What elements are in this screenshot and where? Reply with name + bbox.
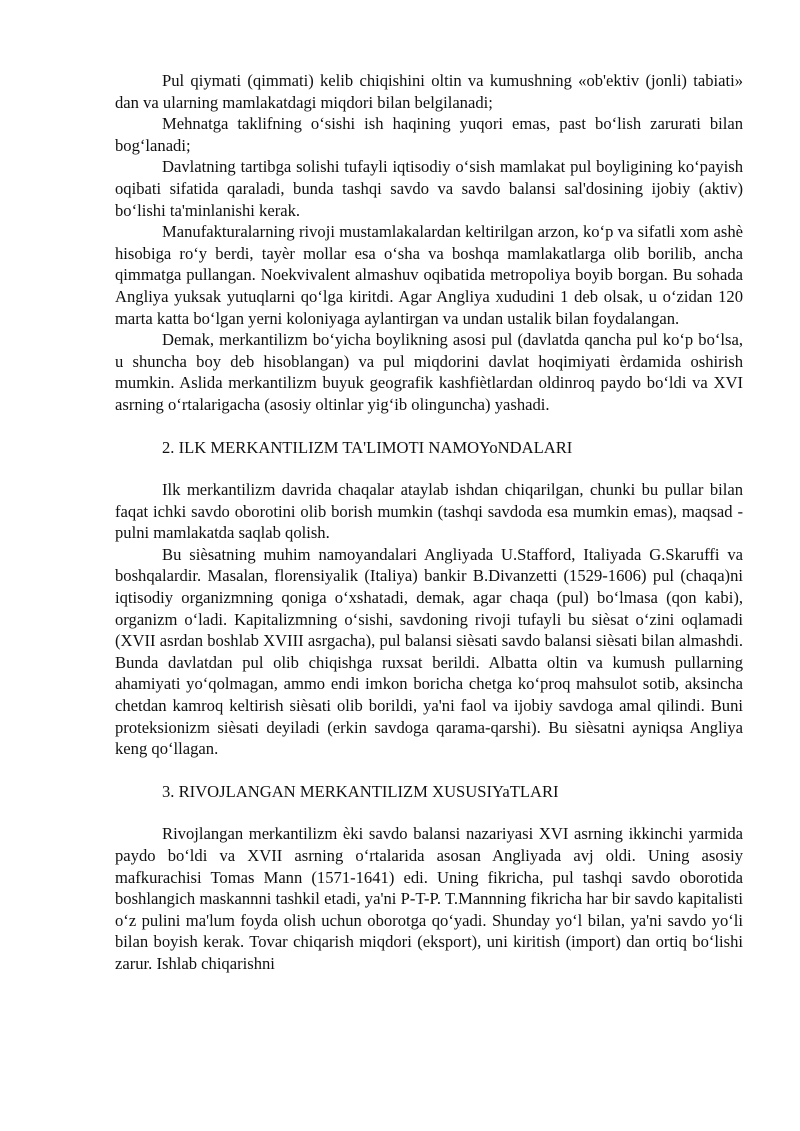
document-page	[115, 70, 743, 975]
section-heading-developed-mercantilism: 3. RIVOJLANGAN MERKANTILIZM XUSUSIYaTLARI	[162, 781, 559, 801]
paragraph-value-origin: Pul qiymati (qimmati) kelib chiqishini oltin va kumushning «ob'ektiv (jonli) tabiati» dan va ularning mamlakatdagi miqdori bilan belgilanadi;	[115, 71, 743, 112]
paragraph-mercantilism-summary: Demak, merkantilizm bo‘yicha boylikning asosi pul (davlatda qancha pul ko‘p bo‘lsa, u shuncha boy deb hisoblangan) va pul miqdorini davlat hoqimiyati èrdamida oshirish mumkin. Aslida merkantilizm buyuk geografik kashfiètlardan oldinroq paydo bo‘ldi va XVI asrning o‘rtalarigacha (asosiy oltinlar yig‘ib olinguncha) yashadi.	[115, 330, 743, 414]
spacer	[115, 802, 743, 823]
spacer	[115, 760, 743, 781]
spacer	[115, 458, 743, 479]
spacer	[115, 416, 743, 437]
paragraph-labor-supply: Mehnatga taklifning o‘sishi ish haqining yuqori emas, past bo‘lish zarurati bilan bog‘lanadi;	[115, 114, 743, 155]
paragraph-early-mercantilism: Ilk merkantilizm davrida chaqalar ataylab ishdan chiqarilgan, chunki bu pullar bilan faqat ichki savdo oborotini olib borish mumkin (tashqi savdoda esa mumkin emas), maqsad - pulni mamlakatda saqlab qolish.	[115, 480, 743, 543]
paragraph-representatives: Bu sièsatning muhim namoyandalari Angliyada U.Stafford, Italiyada G.Skaruffi va boshqalardir. Masalan, florensiyalik (Italiya) bankir B.Divanzetti (1529-1606) pul (chaqa)ni iqtisodiy organizmning qoniga o‘xshatadi, demak, agar chaqa (pul) bo‘lmasa (qon kabi), organizm o‘ladi. Kapitalizmning o‘sishi, savdoning rivoji tufayli bu sièsat o‘zini oqlamadi (XVII asrdan boshlab XVIII asrgacha), pul balansi sièsati savdo balansi sièsati bilan almashdi. Bunda davlatdan pul olib chiqishga ruxsat berildi. Albatta oltin va kumush pullarning ahamiyati yo‘qolmagan, ammo endi imkon boricha chetga ko‘proq mahsulot sotib, aksincha chetdan kamroq keltirish sièsati olib borildi, ya'ni faol va ijobiy savdoga amal qilindi. Buni proteksionizm sièsati deyiladi (erkin savdoga qarama-qarshi). Bu sièsatni ayniqsa Angliya keng qo‘llagan.	[115, 544, 743, 759]
paragraph-manufactures: Manufakturalarning rivoji mustamlakalardan keltirilgan arzon, ko‘p va sifatli xom ashè hisobiga ro‘y berdi, tayèr mollar esa o‘sha va boshqa mamlakatlarga olib borilib, ancha qimmatga pullangan. Noekvivalent almashuv oqibatida metropoliya boyib borgan. Bu sohada Angliya yuksak yutuqlarni qo‘lga kiritdi. Agar Angliya xududini 1 deb olsak, u o‘zidan 120 marta katta bo‘lgan yerni koloniyaga aylantirgan va undan ustalik bilan foydalangan.	[115, 222, 743, 328]
paragraph-developed-mercantilism: Rivojlangan merkantilizm èki savdo balansi nazariyasi XVI asrning ikkinchi yarmida paydo bo‘ldi va XVII asrning o‘rtalarida asosan Angliyada avj oldi. Uning asosiy mafkurachisi Tomas Mann (1571-1641) edi. Uning fikricha, pul tashqi savdo oborotida boshlangich maskannni tashkil etadi, ya'ni P-T-P. T.Mannning fikricha har bir savdo kapitalisti o‘z pulini ma'lum foyda olish uchun oborotga qo‘yadi. Shunday yo‘l bilan, ya'ni savdo yo‘li bilan boyish kerak. Tovar chiqarish miqdori (eksport), uni kiritish (import) dan ortiq bo‘lishi zarur. Ishlab chiqarishni	[115, 824, 743, 973]
paragraph-state-regulation: Davlatning tartibga solishi tufayli iqtisodiy o‘sish mamlakat pul boyligining ko‘payish oqibati sifatida qaraladi, bunda tashqi savdo va savdo balansi sal'dosining ijobiy (aktiv) bo‘lishi ta'minlanishi kerak.	[115, 157, 743, 220]
section-heading-early-mercantilism: 2. ILK MERKANTILIZM TA'LIMOTI NAMOYoNDALARI	[162, 437, 573, 457]
